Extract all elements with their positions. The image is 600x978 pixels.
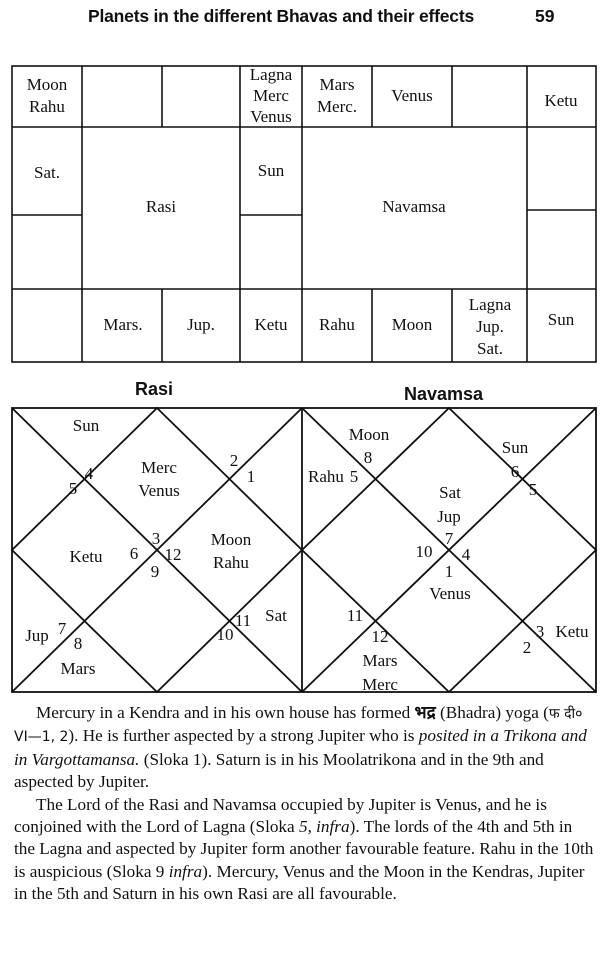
navamsa-bottom-cell-rahu: Rahu [319,315,355,334]
nav-d-tr-planet: Sun [501,438,529,457]
rasi-d-bl-n2: 8 [73,634,83,653]
rasi-center-label: Rasi [145,197,177,216]
nav-d-center-n1: 7 [444,529,454,548]
nav-d-center-n3: 4 [461,545,471,564]
navamsa-top-cell-4: Ketu [544,91,578,110]
navamsa-top-cell-1-line-2: Merc. [316,97,358,116]
p1-italic: posited in a Trikona and in Vargottamansa. [14,726,587,769]
rasi-d-center-n3: 9 [150,562,160,581]
rasi-top-cell-4-line-2: Merc [253,86,289,105]
rasi-d-tl-planet: Sun [72,416,100,435]
nav-d-center-n4: 1 [444,562,454,581]
rasi-d-left-planet: Ketu [69,547,103,566]
rasi-d-center-n1: 3 [151,529,161,548]
diamond-charts [0,400,600,700]
nav-d-bottom-planet-2: Merc [362,675,398,694]
rasi-top-cell-1-line-2: Rahu [29,97,65,116]
p1-text-d: (Sloka 1). Saturn is in his Moolatrikona and in the 9th and aspected by Jupiter. [14,749,544,792]
rasi-d-br-planet: Sat [265,606,287,625]
navamsa-diamond-title: Navamsa [404,384,484,404]
p2-italic-2: infra [168,861,203,881]
p1-text-b: (Bhadra) yoga ( [435,703,549,722]
nav-d-top-n: 8 [363,448,373,467]
rasi-top-cell-4-line-3: Venus [250,107,292,126]
navamsa-bottom-cell-lagna-line-3: Sat. [477,339,503,358]
rasi-bottom-cell-ketu: Ketu [254,315,288,334]
rasi-d-bottom-planet: Mars [60,659,96,678]
navamsa-bottom-cell-sun: Sun [547,310,575,329]
rasi-diamond-title: Rasi [135,379,174,399]
navamsa-bottom-cell-lagna-line-1: Lagna [468,295,512,314]
nav-d-center-planet-1: Sat [439,483,461,502]
rasi-left-cell-1: Sat. [34,163,60,182]
paragraph-2 [14,794,596,906]
nav-d-bottom-planet-1: Mars [362,651,398,670]
nav-d-bottom-n: 12 [371,627,389,646]
rasi-d-right-planet-1: Moon [210,530,252,549]
nav-d-tr-n2: 5 [528,480,538,499]
nav-d-br-n2: 2 [522,638,532,657]
nav-d-bl-n: 11 [346,606,364,625]
nav-d-tl-planet: Rahu [308,467,344,486]
rasi-d-top-n1: 2 [229,451,239,470]
body-text [14,702,596,906]
p1-reference: फ दी० VI—1, 2 [14,706,583,746]
p2-text-a: The Lord of the Rasi and Navamsa occupied by Jupiter is Venus, and he is conjoined with the Lord of Lagna (Sloka [14,794,547,837]
nav-d-top-planet: Moon [348,425,390,444]
rasi-right-cell-2: Sun [257,161,285,180]
nav-d-br-n1: 3 [535,622,545,641]
page-title: Planets in the different Bhavas and their effects [88,6,474,26]
p2-text-b: ). The lords of the 4th and 5th in the Lagna and aspected by Jupiter form another favourable feature. Rahu in the 10th is auspicious (Sloka 9 [14,817,594,881]
rasi-d-tl-n1: 4 [84,464,94,483]
rasi-d-br-n1: 11 [234,611,252,630]
nav-d-center-planet-3: Venus [429,584,471,603]
navamsa-bottom-cell-lagna-line-2: Jup. [476,317,504,336]
rasi-d-bl-planet: Jup [25,626,49,645]
rasi-d-top-n2: 1 [246,467,256,486]
paragraph-1 [14,702,596,794]
rasi-d-right-planet-2: Rahu [213,553,249,572]
rasi-d-top-planet-2: Venus [138,481,180,500]
rasi-d-tl-n2: 5 [68,479,78,498]
rasi-bottom-cell-mars: Mars. [103,315,143,334]
nav-d-br-planet: Ketu [555,622,589,641]
page-number: 59 [535,6,555,26]
rasi-d-br-n2: 10 [216,625,234,644]
p1-text-c: ). He is further aspected by a strong Jupiter who is [68,726,419,746]
navamsa-center-label: Navamsa [382,197,446,216]
square-charts [0,0,600,370]
p1-text-a: Mercury in a Kendra and in his own house has formed [36,703,415,722]
nav-d-tl-n: 5 [349,467,359,486]
p2-italic-1: 5, infra [298,817,350,837]
rasi-d-center-n2: 12 [164,545,182,564]
nav-d-center-n2: 10 [415,542,433,561]
navamsa-top-cell-2: Venus [391,86,433,105]
rasi-d-left-n: 6 [129,544,139,563]
p1-devanagari: भद्र [414,703,436,723]
navamsa-top-cell-1-line-1: Mars [319,75,355,94]
p2-text-c: ). Mercury, Venus and the Moon in the Kendras, Jupiter in the 5th and Saturn in his own Rasi are all favourable. [14,861,585,904]
nav-d-center-planet-2: Jup [437,507,461,526]
navamsa-bottom-cell-moon: Moon [391,315,433,334]
rasi-bottom-cell-jup: Jup. [187,315,215,334]
rasi-d-bl-n1: 7 [57,619,67,638]
rasi-top-cell-1-line-1: Moon [26,75,68,94]
rasi-d-top-planet-1: Merc [141,458,177,477]
rasi-top-cell-4-line-1: Lagna [249,65,293,84]
nav-d-tr-n1: 6 [510,462,520,481]
